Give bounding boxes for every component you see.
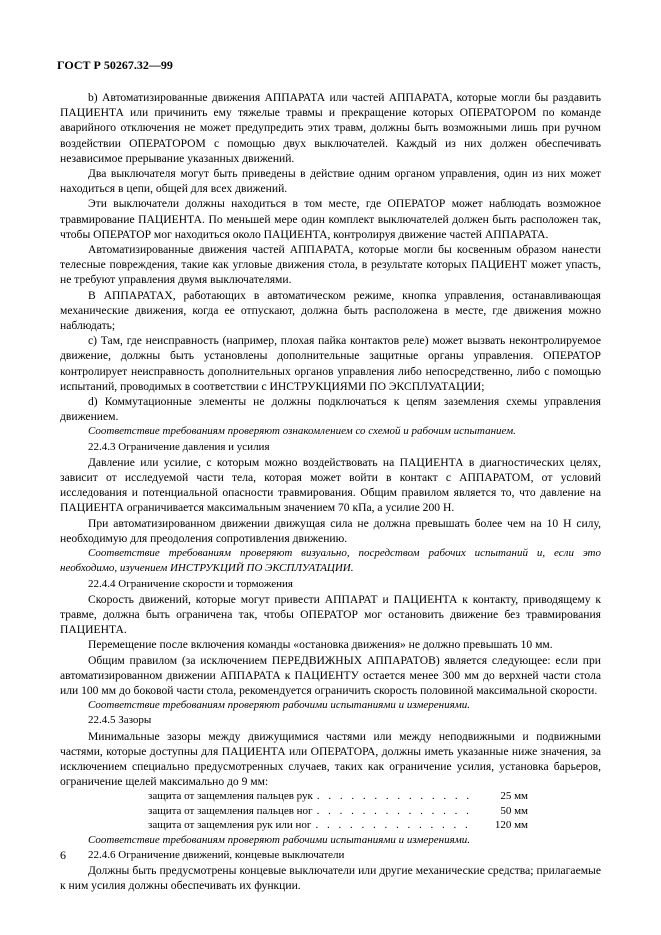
document-header: ГОСТ Р 50267.32—99 — [57, 58, 173, 72]
paragraph-b: b) Автоматизированные движения АППАРАТА или частей АППАРАТА, которые могли бы раздавить ПАЦИЕНТА или причинить ему тяжелые травмы и прекращение которых ОПЕРАТОРОМ по команде аварийного отключения не может предупредить этих травм, должны быть возможными лишь при ручном воздействии ОПЕРАТОРОМ с помощью двух выключателей. Каждый из них должен обеспечивать независимое прерывание указанных движений. — [60, 91, 601, 165]
list-item — [148, 804, 528, 819]
leader-dots: . . . . . . . . . . . . . . — [316, 804, 472, 817]
list-item-value: 50 мм — [500, 804, 528, 817]
clearance-list — [60, 789, 601, 833]
list-item-label: защита от защемления пальцев рук — [148, 790, 313, 803]
section-heading-22-4-3: 22.4.3 Ограничение давления и усилия — [88, 440, 270, 453]
compliance-note: Соответствие требованиям проверяют визуально, посредством рабочих испытаний и, если это необходимо, изучением ИНСТРУКЦИЙ ПО ЭКСПЛУАТАЦИИ. — [60, 547, 601, 575]
paragraph-c: c) Там, где неисправность (например, плохая пайка контактов реле) может вызвать неконтролируемое движение, должны быть установлены дополнительные защитные органы управления. ОПЕРАТОР контролирует неисправность дополнительных органов управления либо непосредственно, либо с помощью испытаний, проводимых в соответствии с ИНСТРУКЦИЯМИ ПО ЭКСПЛУАТАЦИИ; — [60, 334, 601, 393]
document-body — [60, 90, 601, 894]
paragraph-automatic-mode: В АППАРАТАХ, работающих в автоматическом режиме, кнопка управления, останавливающая механические движения, когда ее отпускают, должна быть расположена в месте, где движения можно наблюдать; — [60, 288, 601, 333]
compliance-note: Соответствие требованиям проверяют рабочими испытаниями и измерениями. — [88, 699, 470, 712]
paragraph-two-switches: Два выключателя могут быть приведены в действие одним органом управления, один из них может находиться в цепи, общей для всех движений. — [60, 167, 601, 196]
list-item-value: 25 мм — [500, 790, 528, 803]
paragraph-clearances: Минимальные зазоры между движущимися частями или между неподвижными и подвижными частями, которые доступны для ПАЦИЕНТА или ОПЕРАТОРА, должны иметь указанные ниже значения, за исключением специально предусмотренных случаев, таких как ограничение усилия, установка барьеров, ограничение щелей максимально до 9 мм: — [60, 729, 601, 789]
paragraph-indirect-movements: Автоматизированные движения частей АППАРАТА, которые могли бы косвенным образом нанести телесные повреждения, такие как угловые движения стола, в результате которых ПАЦИЕНТ может упасть, не требуют управления двумя выключателями. — [60, 243, 601, 287]
leader-dots: . . . . . . . . . . . . . . — [315, 819, 471, 832]
leader-dots: . . . . . . . . . . . . . . — [316, 790, 473, 803]
list-item-label: защита от защемления пальцев ног — [148, 804, 313, 817]
page-number: 6 — [60, 848, 66, 862]
paragraph-speed: Скорость движений, которые могут привести АППАРАТ и ПАЦИЕНТА к контакту, приводящему к травме, должна быть ограничена так, чтобы ОПЕРАТОР мог остановить движение без травмирования ПАЦИЕНТА. — [60, 592, 601, 637]
paragraph-switch-location: Эти выключатели должны находиться в том месте, где ОПЕРАТОР может наблюдать возможное травмирование ПАЦИЕНТА. По меньшей мере один комплект выключателей должен быть расположен так, чтобы ОПЕРАТОР мог находиться около ПАЦИЕНТА, контролируя движение частей АППАРАТА. — [60, 197, 601, 241]
paragraph-d: d) Коммутационные элементы не должны подключаться к цепям заземления схемы управления движением. — [60, 395, 601, 424]
compliance-note: Соответствие требованиям проверяют рабочими испытаниями и измерениями. — [88, 833, 470, 846]
section-heading-22-4-4: 22.4.4 Ограничение скорости и торможения — [88, 577, 293, 590]
paragraph-stop-travel: Перемещение после включения команды «остановка движения» не должно превышать 10 мм. — [88, 638, 553, 652]
paragraph-driving-force: При автоматизированном движении движущая сила не должна превышать более чем на 10 Н силу, необходимую для преодоления сопротивления движению. — [60, 516, 601, 545]
list-item-value: 120 мм — [494, 819, 528, 832]
list-item-label: защита от защемления рук или ног — [148, 819, 312, 832]
compliance-note: Соответствие требованиям проверяют ознакомлением со схемой и рабочим испытанием. — [88, 425, 516, 438]
list-item — [148, 818, 528, 833]
paragraph-pressure: Давление или усилие, с которым можно воздействовать на ПАЦИЕНТА в диагностических целях, зависит от исследуемой части тела, которая может войти в контакт с АППАРАТОМ, от условий исследования и потенциальной опасности травмирования. Общим правилом является то, что давление на ПАЦИЕНТА ограничивается максимальным значением 70 кПа, а усилие 200 Н. — [60, 455, 601, 515]
section-heading-22-4-6: 22.4.6 Ограничение движений, концевые выключатели — [88, 849, 345, 862]
paragraph-general-rule: Общим правилом (за исключением ПЕРЕДВИЖНЫХ АППАРАТОВ) является следующее: если при автоматизированном движении АППАРАТА к ПАЦИЕНТУ остается менее 300 мм до верхней части стола или 100 мм до боковой части стола, рекомендуется ограничить скорость половиной максимальной скорости. — [60, 653, 601, 697]
section-heading-22-4-5: 22.4.5 Зазоры — [88, 714, 152, 727]
paragraph-limit-switches: Должны быть предусмотрены концевые выключатели или другие механические средства; прилагаемые к ним усилия должны обеспечивать их функции. — [60, 864, 601, 893]
list-item — [148, 789, 528, 804]
